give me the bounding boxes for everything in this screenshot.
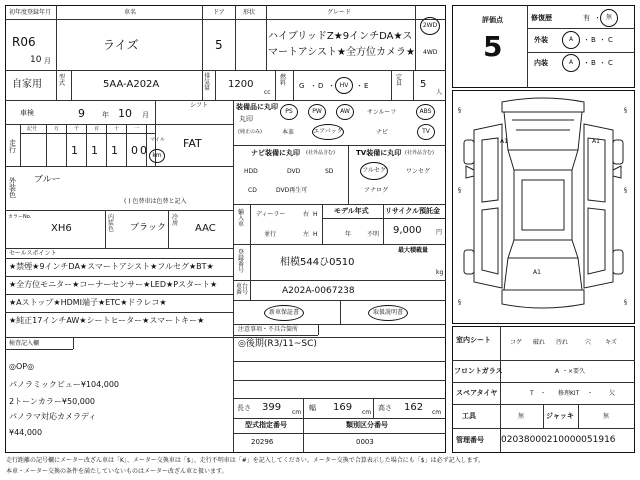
drive-4wd: 4WD	[423, 49, 438, 56]
equip-aw-circle: AW	[336, 104, 354, 120]
extra-line-1: ◎OP◎	[9, 362, 35, 371]
model-no-value: 20296	[251, 438, 274, 446]
notes-label: 注意事項・不具合箇所	[238, 326, 299, 333]
shape-label: 形状	[243, 9, 256, 16]
equip-ps-circle: PS	[280, 104, 298, 120]
nav-sd: SD	[325, 168, 334, 175]
tool-label: 工具	[462, 412, 476, 420]
registration-label: 登録番号	[238, 249, 245, 274]
displacement-value: 1200	[228, 79, 254, 90]
warranty-circle: 新車保証書	[264, 305, 304, 321]
drive-2wd-circle: 2WD	[420, 17, 440, 35]
seat-option-tear: 破れ	[533, 339, 546, 346]
exterior-value: ブルー	[34, 175, 61, 185]
manual-circle: 取扱説明書	[368, 305, 408, 321]
width-label: 幅	[309, 404, 316, 412]
mileage-unit-ichi: 一	[134, 126, 140, 132]
ac-value: AAC	[195, 223, 216, 234]
mileage-mile-label: マイル	[150, 137, 165, 143]
tv-analog: アナログ	[364, 187, 389, 194]
fuel-option-g: G	[299, 82, 305, 90]
model-year-unit: 年	[345, 231, 352, 238]
grade-line-2: マートアシスト★全方位カメラ★	[268, 47, 415, 58]
color-code-label: カラーNo.	[8, 214, 32, 220]
exterior-grade-label: 外装	[534, 36, 548, 44]
jack-value: 無	[603, 413, 610, 420]
model-year-label: モデル年式	[334, 207, 369, 215]
seat-option-scratch: キズ	[605, 339, 617, 346]
interior-grade-c: C	[608, 59, 613, 67]
mileage-label: 走行	[9, 139, 16, 154]
import-left-unit: H	[313, 231, 318, 238]
height-label: 高さ	[378, 404, 392, 412]
interior-grade-circle: A	[562, 54, 580, 72]
door-value: 5	[215, 38, 223, 52]
equip-navi: ナビ	[376, 129, 389, 136]
import-right-unit: H	[313, 211, 318, 218]
notes-value: ◎後期(R3/11~SC)	[238, 339, 317, 349]
width-unit: cm	[362, 409, 372, 416]
sales-point-line-1: ★禁煙★9インチDA★スマートアシスト★フルセグ★BT★	[9, 262, 214, 271]
seat-option-burn: コゲ	[510, 339, 523, 346]
mileage-digit-5: 0	[140, 144, 147, 157]
capacity-label: 定員	[396, 74, 403, 87]
mileage-digit-3: 1	[111, 144, 118, 157]
spare-option-kit: 修理KIT	[558, 390, 580, 397]
use-value: 自家用	[12, 79, 42, 90]
svg-text:§: §	[458, 299, 461, 306]
equipment-sublabel: (純正のみ)	[238, 129, 262, 135]
inspection-year: 9	[78, 107, 85, 120]
tv-sublabel: (社外品含む)	[405, 150, 434, 156]
spare-option-t: T	[530, 390, 534, 397]
nav-dvd-playback: DVD再生可	[276, 187, 308, 194]
glass-option-repair: ×要久	[568, 368, 586, 375]
import-right: 右	[303, 211, 310, 218]
color-code-value: XH6	[51, 223, 72, 234]
svg-text:§: §	[624, 299, 627, 306]
recycle-unit: 円	[436, 229, 443, 236]
height-value: 162	[404, 402, 424, 413]
car-name-label: 車名	[124, 9, 137, 16]
svg-text:§: §	[458, 187, 461, 194]
damage-mark-right: A1	[592, 138, 600, 145]
shift-value: FAT	[183, 137, 202, 150]
equip-tv-circle: TV	[417, 124, 435, 140]
ac-label: 冷房	[172, 214, 179, 227]
displacement-unit: cc	[264, 89, 271, 96]
mileage-unit-sen: 千	[74, 126, 80, 132]
recycle-label: リサイクル預託金	[385, 207, 441, 215]
nav-sublabel: (社外品含む)	[306, 150, 335, 156]
door-label: ドア	[213, 9, 225, 16]
seat-option-dirt: 汚れ	[556, 339, 569, 346]
import-left: 左	[303, 231, 310, 238]
model-year-unknown: 不明	[367, 231, 380, 238]
fuel-label: 燃料	[280, 74, 287, 87]
seat-label: 室内シート	[456, 336, 491, 344]
equip-leather: 本革	[282, 129, 295, 136]
mileage-digit-4: 0	[131, 144, 138, 157]
rating-value: 5	[483, 30, 503, 63]
equip-airbag-circle: エアバック	[312, 124, 344, 140]
damage-mark-front: A1	[500, 138, 508, 145]
tool-value: 無	[518, 413, 525, 420]
damage-mark-rear: A1	[533, 269, 541, 276]
tv-oneseg: ワンセグ	[406, 168, 431, 175]
extra-line-2: パノラミックビュー¥104,000	[9, 380, 120, 389]
footer-line-2: 本車・メーター交換の条件を満たしていないものはメーター改ざん車と扱います。	[6, 468, 228, 475]
equip-pw-circle: PW	[308, 104, 326, 120]
sales-point-line-4: ★純正17インチAW★シートヒーター★スマートキー★	[9, 316, 205, 325]
length-value: 399	[262, 402, 282, 413]
type-label: 型式	[59, 74, 66, 87]
grade-label: グレード	[327, 9, 352, 16]
import-parallel: 並行	[264, 231, 277, 238]
chassis-value: A202A-0067238	[282, 286, 355, 296]
mileage-km-circle: km	[149, 149, 165, 163]
recycle-value: 9,000	[393, 225, 422, 236]
extra-line-4: パノラマ対応カメラディ	[9, 412, 97, 421]
spare-label: スペアタイヤ	[456, 389, 498, 397]
registration-value: 相模544ひ0510	[280, 257, 355, 268]
equip-abs-circle: ABS	[416, 104, 435, 120]
mileage-digit-1: 1	[71, 144, 78, 157]
exterior-grade-c: C	[608, 36, 613, 44]
first-reg-month-unit: 月	[44, 57, 51, 65]
nav-dvd: DVD	[287, 168, 301, 175]
shift-label: シフト	[190, 102, 209, 109]
inspection-label: 車検	[20, 109, 34, 117]
exterior-note: ( ) 色替車は色替と記入	[124, 198, 187, 205]
length-label: 長さ	[237, 404, 251, 412]
footer-line-1: 走行距離の記号欄にメーター改ざん車は「K」、メーター交換車は「$」、走行不明車は「#」を記入してください。メーター交換で合算表示した場合にも「$」は必ず記入します。	[6, 457, 485, 464]
import-dealer: ディーラー	[256, 211, 286, 218]
mileage-memo-label: 記号	[27, 126, 38, 132]
capacity-unit: 人	[436, 89, 443, 96]
nav-cd: CD	[248, 187, 257, 194]
exterior-grade-b: B	[591, 36, 596, 44]
nav-hdd: HDD	[244, 168, 258, 175]
type-value: 5AA-A202A	[103, 79, 160, 90]
mileage-digit-2: 1	[91, 144, 98, 157]
equip-sunroof: サンルーフ	[367, 109, 397, 116]
equipment-label: 装備品に丸印	[236, 103, 278, 111]
mileage-unit-juu: 十	[114, 126, 120, 132]
inspection-month-unit: 月	[142, 111, 149, 119]
glass-label: フロントガラス	[454, 367, 503, 375]
height-unit: cm	[432, 409, 442, 416]
jack-label: ジャッキ	[546, 412, 574, 420]
first-reg-month: 10	[30, 55, 42, 65]
repair-label: 修復歴	[531, 14, 552, 22]
import-label: 輸入車	[238, 209, 245, 228]
svg-text:§: §	[458, 107, 461, 114]
car-damage-diagram	[452, 90, 635, 324]
extra-line-5: ¥44,000	[9, 428, 43, 437]
mileage-unit-man: 万	[54, 126, 60, 132]
extra-label: 検査記入欄	[9, 340, 40, 347]
first-reg-value: R06	[12, 35, 36, 49]
interior-color-value: ブラック	[130, 223, 166, 233]
fuel-option-d: D	[318, 82, 324, 90]
first-reg-label: 初年度登録年月	[9, 9, 52, 16]
spare-option-missing: 欠	[609, 390, 616, 397]
repair-selected-circle: 無	[600, 9, 618, 27]
max-load-unit: kg	[436, 269, 444, 276]
chassis-label: 車台番号	[236, 283, 249, 296]
tv-fullseg-circle: フルセグ	[360, 162, 388, 180]
svg-text:§: §	[624, 107, 627, 114]
car-name: ライズ	[103, 38, 139, 52]
displacement-label: 排気量	[204, 73, 211, 92]
mgmt-label: 管理番号	[456, 436, 484, 444]
fuel-option-e: E	[364, 82, 369, 90]
nav-label: ナビ装備に丸印	[251, 149, 300, 157]
capacity-value: 5	[420, 79, 427, 90]
rating-label: 評価点	[482, 16, 503, 24]
extra-line-3: 2トーンカラー¥50,000	[9, 397, 96, 406]
interior-grade-label: 内装	[534, 59, 548, 67]
exterior-grade-circle: A	[562, 31, 580, 49]
seat-option-hole: 穴	[585, 339, 592, 346]
exterior-label: 外装色	[9, 177, 16, 199]
sales-points-label: セールスポイント	[9, 250, 57, 257]
tv-label: TV装備に丸印	[356, 149, 402, 157]
inspection-month: 10	[118, 107, 132, 120]
mileage-unit-hyaku: 百	[94, 126, 100, 132]
sales-point-line-3: ★Aストップ★HDMI端子★ETC★ドラレコ★	[9, 298, 167, 307]
sales-point-line-2: ★全方位モニター★コーナーセンサー★LED★Pスタート★	[9, 280, 218, 289]
grade-line-1: ハイブリッドZ★9インチDA★ス	[268, 31, 413, 42]
interior-grade-b: B	[591, 59, 596, 67]
model-no-label: 型式指定番号	[245, 421, 287, 429]
glass-option-a: A	[555, 368, 560, 375]
inspection-year-unit: 年	[102, 111, 109, 119]
width-value: 169	[333, 402, 353, 413]
max-load-label: 最大積載量	[398, 247, 429, 254]
fuel-selected-circle: HV	[335, 77, 353, 94]
class-no-label: 類別区分番号	[346, 421, 388, 429]
mgmt-value: 02038000210000051916	[501, 435, 616, 445]
interior-color-label: 内装色	[108, 214, 115, 233]
class-no-value: 0003	[356, 438, 374, 446]
length-unit: cm	[292, 409, 302, 416]
repair-option-yes: 有	[583, 14, 590, 22]
svg-text:§: §	[624, 187, 627, 194]
